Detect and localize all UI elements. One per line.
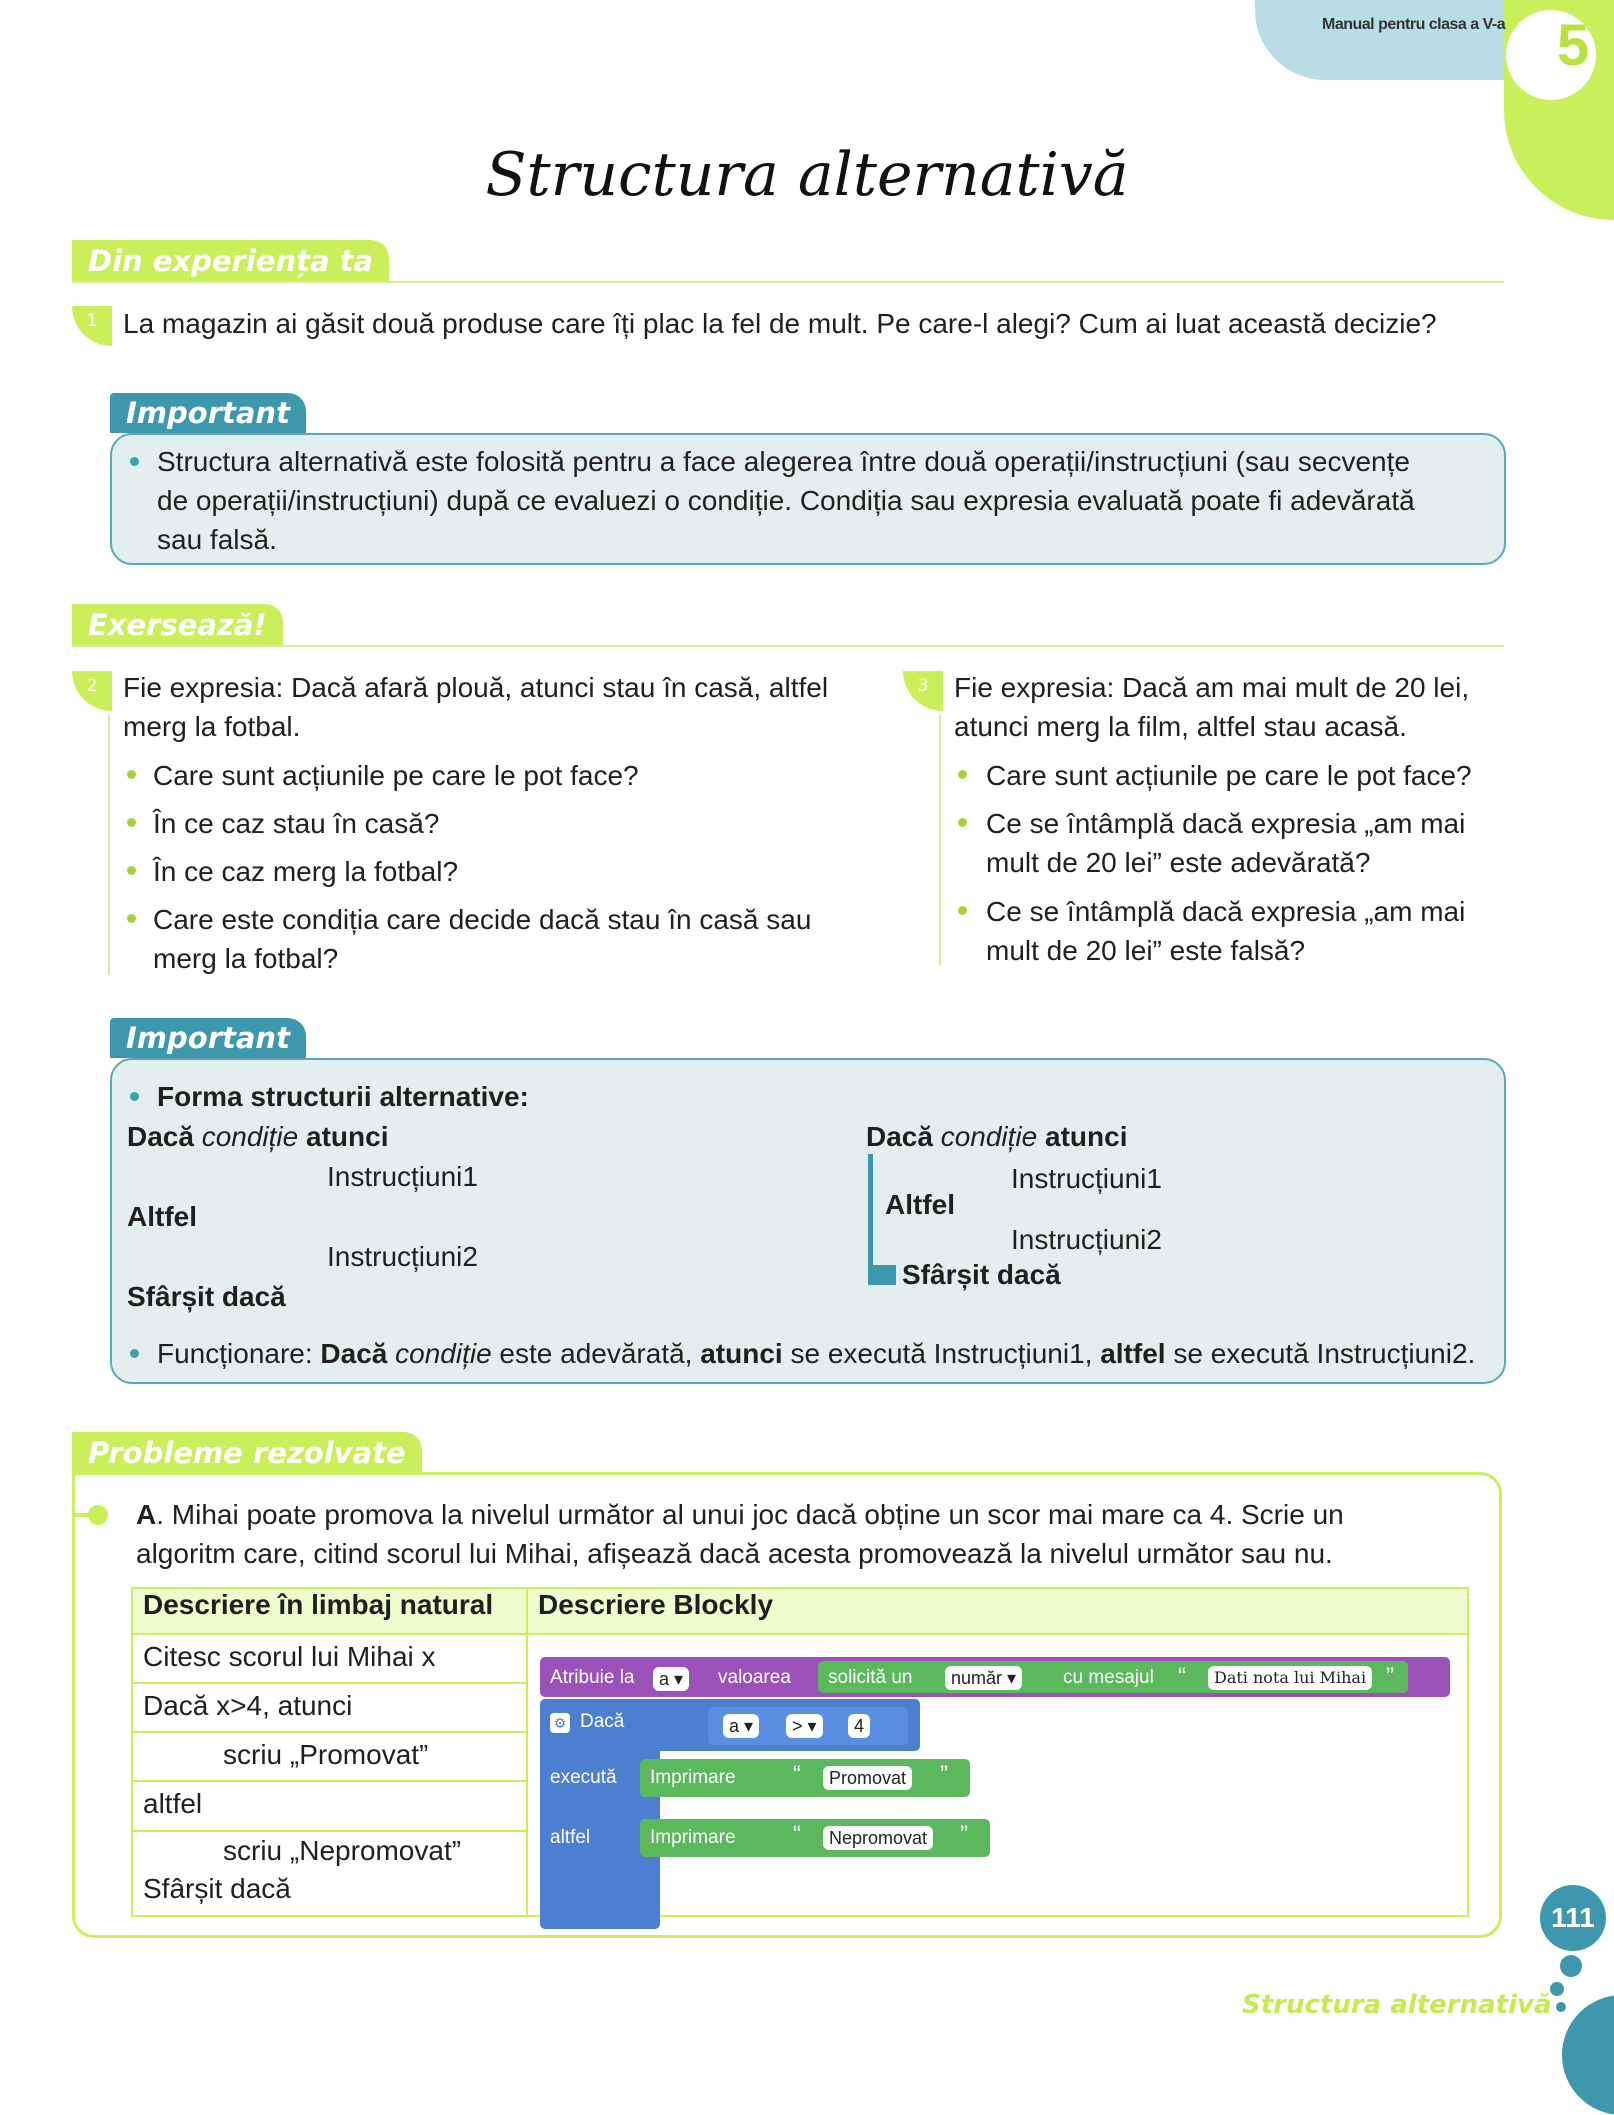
form-end: Sfârșit dacă bbox=[127, 1281, 286, 1312]
exercise-2-bullet-3: În ce caz merg la fotbal? bbox=[153, 856, 459, 887]
exercise-2-bullet-1: Care sunt acțiunile pe care le pot face? bbox=[153, 760, 639, 791]
keyword-daca: Dacă bbox=[866, 1121, 933, 1152]
table-row: scriu „Promovat” bbox=[132, 1732, 527, 1781]
form2-instr2: Instrucțiuni2 bbox=[1011, 1224, 1162, 1255]
section-tab-practice: Exersează! bbox=[72, 604, 283, 646]
form2-end: Sfârșit dacă bbox=[902, 1259, 1061, 1290]
important-tab-2: Important bbox=[110, 1018, 306, 1058]
exercise-3-intro-1: Fie expresia: Dacă am mai mult de 20 lei, bbox=[954, 672, 1470, 703]
footer-title: Structura alternativă bbox=[1242, 1990, 1552, 2020]
bullet-icon bbox=[130, 1092, 139, 1101]
table-row: altfel bbox=[132, 1781, 527, 1830]
exercise-3-intro-2: atunci merg la film, altfel stau acasă. bbox=[954, 711, 1407, 742]
compare-op[interactable]: > ▾ bbox=[786, 1714, 823, 1738]
table-row: Citesc scorul lui Mihai x bbox=[132, 1634, 527, 1683]
quote-close-icon: ” bbox=[1386, 1663, 1394, 1690]
corner-circle-decor bbox=[1562, 1995, 1614, 2115]
type-dropdown[interactable]: număr ▾ bbox=[945, 1666, 1022, 1690]
exercise-3-bullet-3b: mult de 20 lei” este falsă? bbox=[986, 935, 1306, 966]
quote-close-icon: ” bbox=[960, 1821, 968, 1848]
knob-stem bbox=[72, 1513, 92, 1517]
column-rule bbox=[108, 715, 110, 975]
msg-label: cu mesajul bbox=[1063, 1667, 1154, 1688]
blockly-cell bbox=[527, 1634, 1468, 1916]
exercise-3-bullet-1: Care sunt acțiunile pe care le pot face? bbox=[986, 760, 1472, 791]
bracket-foot bbox=[868, 1265, 896, 1285]
promovat-input[interactable]: Promovat bbox=[823, 1766, 912, 1790]
question-1: La magazin ai găsit două produse care îți plac la fel de mult. Pe care-l alegi? Cum ai luat această decizie? bbox=[123, 308, 1437, 339]
table-row: Dacă x>4, atunci bbox=[132, 1683, 527, 1732]
dot-decor bbox=[1560, 1955, 1582, 1977]
form-else: Altfel bbox=[127, 1201, 197, 1232]
exercise-3-bullet-2b: mult de 20 lei” este adevărată? bbox=[986, 847, 1371, 878]
manual-label: Manual pentru clasa a V-a bbox=[1322, 16, 1506, 33]
form2-instr1: Instrucțiuni1 bbox=[1011, 1163, 1162, 1194]
form-title: Forma structurii alternative: bbox=[157, 1081, 529, 1112]
message-input[interactable]: Dati nota lui Mihai bbox=[1208, 1666, 1372, 1690]
nepromovat-input[interactable]: Nepromovat bbox=[823, 1826, 933, 1850]
dot-decor bbox=[1556, 2002, 1566, 2012]
exercise-2-intro-1: Fie expresia: Dacă afară plouă, atunci stau în casă, altfel bbox=[123, 672, 829, 703]
quote-open-icon: “ bbox=[1178, 1663, 1186, 1690]
compare-var[interactable]: a ▾ bbox=[723, 1714, 759, 1738]
value-label: valoarea bbox=[718, 1667, 791, 1688]
keyword-atunci: atunci bbox=[1045, 1121, 1128, 1152]
solution-table bbox=[131, 1587, 1469, 1917]
keyword-conditie: condiție bbox=[201, 1121, 299, 1152]
section-tab-solved: Probleme rezolvate bbox=[72, 1432, 422, 1474]
print-label: Imprimare bbox=[650, 1767, 736, 1788]
column-rule bbox=[939, 715, 941, 965]
table-header-natural: Descriere în limbaj natural bbox=[132, 1588, 527, 1634]
bullet-icon bbox=[127, 914, 136, 923]
form2-if-line bbox=[866, 1117, 1127, 1156]
problem-line-1: A. Mihai poate promova la nivelul următor al unui joc dacă obține un scor mai mare ca 4. Scrie un bbox=[136, 1499, 1344, 1530]
quote-close-icon: ” bbox=[940, 1761, 948, 1788]
form-instr2: Instrucțiuni2 bbox=[327, 1241, 478, 1272]
var-dropdown[interactable]: a ▾ bbox=[653, 1667, 689, 1691]
table-row: scriu „Nepromovat” Sfârșit dacă bbox=[132, 1831, 527, 1917]
form-instr1: Instrucțiuni1 bbox=[327, 1161, 478, 1192]
table-header-blockly: Descriere Blockly bbox=[527, 1588, 1468, 1634]
bullet-icon bbox=[958, 906, 967, 915]
quote-open-icon: “ bbox=[793, 1821, 801, 1848]
exercise-3-bullet-2a: Ce se întâmplă dacă expresia „am mai bbox=[986, 808, 1466, 839]
gear-icon[interactable]: ⚙ bbox=[550, 1713, 570, 1733]
form2-else: Altfel bbox=[885, 1189, 955, 1220]
quote-open-icon: “ bbox=[793, 1761, 801, 1788]
section-tab-experience: Din experiența ta bbox=[72, 240, 389, 282]
do-label: execută bbox=[550, 1767, 617, 1788]
bullet-icon bbox=[130, 457, 139, 466]
function-line: Funcționare: Dacă condiție este adevărată, atunci se execută Instrucțiuni1, altfel se execută Instrucțiuni2. bbox=[157, 1338, 1476, 1369]
exercise-2-bullet-4b: merg la fotbal? bbox=[153, 943, 339, 974]
keyword-daca: Dacă bbox=[127, 1121, 194, 1152]
problem-line-2: algoritm care, citind scorul lui Mihai, afișează dacă acesta promovează la nivelul următor sau nu. bbox=[136, 1538, 1333, 1569]
prompt-label: solicită un bbox=[828, 1667, 913, 1688]
important-tab-1: Important bbox=[110, 393, 306, 433]
page-title: Structura alternativă bbox=[485, 140, 1129, 210]
keyword-atunci: atunci bbox=[306, 1121, 389, 1152]
item-badge-3: 3 bbox=[903, 671, 943, 711]
exercise-3-bullet-3a: Ce se întâmplă dacă expresia „am mai bbox=[986, 896, 1466, 927]
dot-decor bbox=[1550, 1982, 1564, 1996]
section-divider bbox=[72, 281, 1504, 283]
bullet-icon bbox=[127, 866, 136, 875]
bullet-icon bbox=[127, 770, 136, 779]
compare-number[interactable]: 4 bbox=[848, 1714, 870, 1738]
important-line-3: sau falsă. bbox=[157, 524, 277, 555]
bullet-icon bbox=[958, 770, 967, 779]
blockly-workspace bbox=[528, 1635, 1448, 1915]
print-label: Imprimare bbox=[650, 1827, 736, 1848]
page-number: 111 bbox=[1540, 1885, 1606, 1951]
important-line-2: de operații/instrucțiuni) după ce evaluezi o condiție. Condiția sau expresia evaluată poate fi adevărată bbox=[157, 485, 1415, 516]
item-badge-2: 2 bbox=[72, 671, 112, 711]
else-label: altfel bbox=[550, 1827, 591, 1848]
item-badge-1: 1 bbox=[72, 306, 112, 346]
keyword-conditie: condiție bbox=[940, 1121, 1038, 1152]
if-label: Dacă bbox=[580, 1711, 625, 1732]
bullet-icon bbox=[958, 818, 967, 827]
section-divider bbox=[72, 645, 1504, 647]
form-if-line bbox=[127, 1117, 388, 1156]
exercise-2-bullet-4a: Care este condiția care decide dacă stau în casă sau bbox=[153, 904, 812, 935]
bullet-icon bbox=[130, 1349, 139, 1358]
set-label: Atribuie la bbox=[550, 1667, 635, 1688]
chapter-number: 5 bbox=[1557, 13, 1590, 78]
important-line-1: Structura alternativă este folosită pentru a face alegerea între două operații/instrucțiuni (sau secvențe bbox=[157, 446, 1410, 477]
bullet-icon bbox=[127, 818, 136, 827]
exercise-2-bullet-2: În ce caz stau în casă? bbox=[153, 808, 440, 839]
exercise-2-intro-2: merg la fotbal. bbox=[123, 711, 301, 742]
